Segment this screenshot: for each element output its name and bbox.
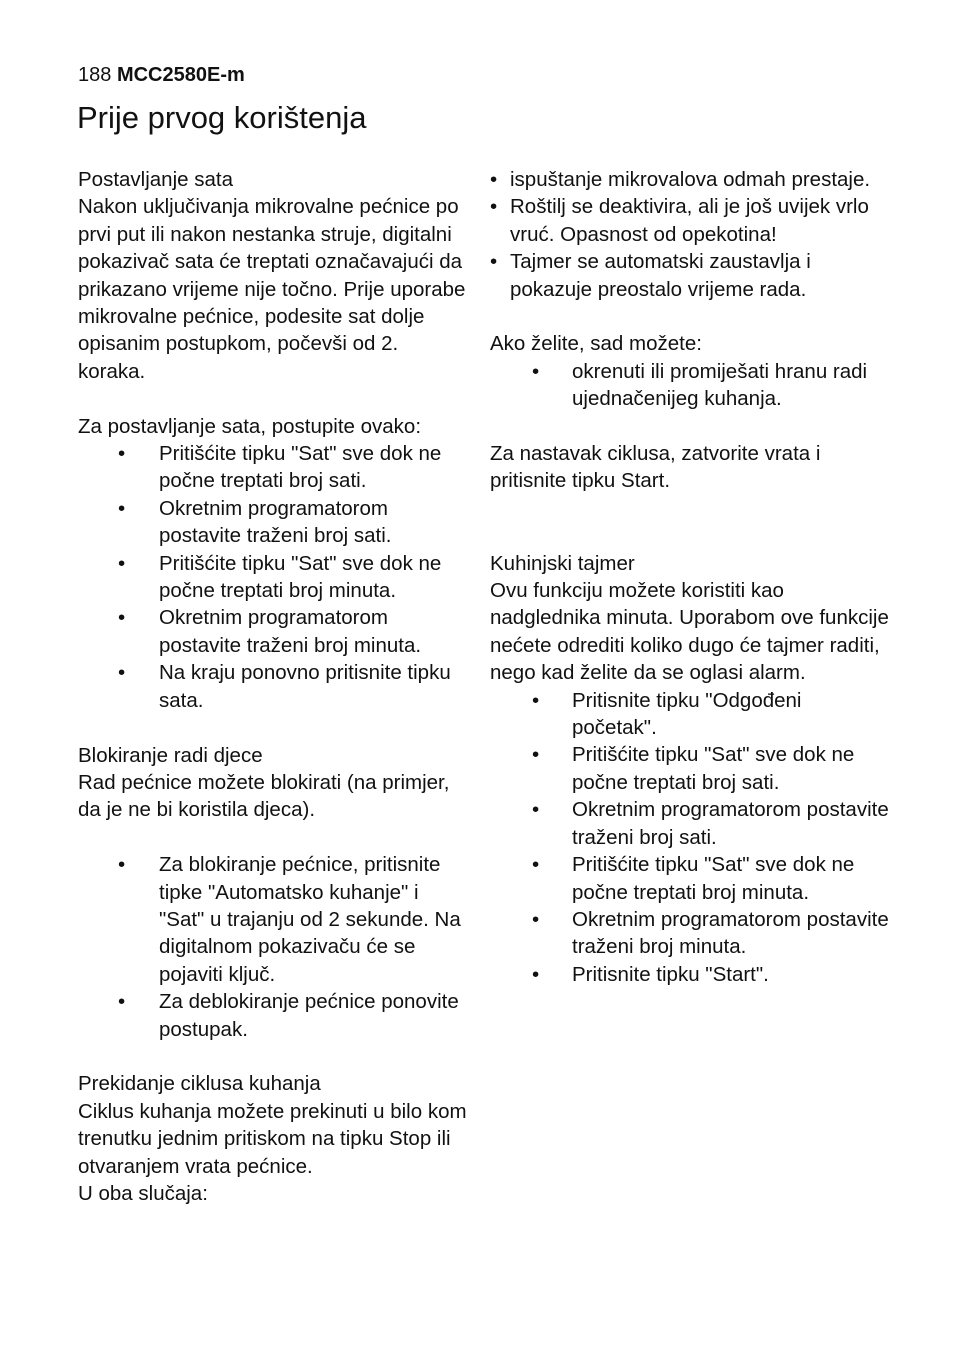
list-item: • Tajmer se automatski zaustavlja i pokazuje preostalo vrijeme rada.: [490, 250, 811, 301]
list-item: • Pritisnite tipku "Odgođeni početak".: [532, 688, 802, 740]
bullet-icon: •: [118, 496, 126, 520]
list-item: • Pritišćite tipku "Sat" sve dok ne počne treptati broj minuta.: [118, 551, 442, 603]
timer-steps: [490, 687, 890, 988]
clock-intro: Za postavljanje sata, postupite ovako:: [78, 414, 422, 438]
if-you-want: Ako želite, sad možete:: [490, 332, 702, 356]
bullet-icon: •: [118, 606, 126, 630]
list-item: • Pritišćite tipku "Sat" sve dok ne počne treptati broj sati.: [118, 442, 442, 493]
section-heading-clock: Postavljanje sata: [78, 168, 233, 191]
bullet-icon: •: [118, 442, 126, 466]
bullet-icon: •: [532, 688, 540, 712]
timer-description: Ovu funkciju možete koristiti kao nadglednika minuta. Uporabom ove funkcije nećete odrediti koliko dugo će tajmer raditi, nego kad želite da se oglasi alarm.: [490, 579, 889, 685]
bullet-icon: •: [490, 168, 498, 191]
bullet-icon: •: [532, 907, 540, 931]
section-heading-interrupt: Prekidanje ciklusa kuhanja: [78, 1072, 321, 1096]
list-item: • Na kraju ponovno pritisnite tipku sata.: [118, 661, 451, 712]
bullet-icon: •: [118, 661, 126, 685]
list-item: • Pritišćite tipku "Sat" sve dok ne počne treptati broj sati.: [532, 743, 855, 794]
childlock-description: Rad pećnice možete blokirati (na primjer, da je ne bi koristila djeca).: [78, 770, 450, 822]
bullet-icon: •: [118, 551, 126, 575]
stir-list: [490, 358, 890, 413]
list-item: • ispuštanje mikrovalova odmah prestaje.: [490, 166, 890, 193]
list-item: • Okretnim programatorom postavite traženi broj minuta.: [532, 907, 889, 959]
left-column: [78, 166, 468, 1207]
list-item: • Okretnim programatorom postavite traženi broj sati.: [532, 798, 889, 849]
list-item: • Pritisnite tipku "Start".: [490, 961, 890, 988]
page-number: 188: [78, 64, 112, 86]
right-column: [490, 166, 890, 988]
section-heading-childlock: Blokiranje radi djece: [78, 743, 263, 767]
page-title: Prije prvog korištenja: [77, 100, 367, 135]
clock-steps: [78, 440, 468, 714]
list-item: • okrenuti ili promiješati hranu radi ujednačenijeg kuhanja.: [532, 359, 868, 411]
bullet-icon: •: [118, 990, 126, 1014]
list-item: • Za blokiranje pećnice, pritisnite tipke "Automatsko kuhanje" i "Sat" u trajanju od 2 sekunde. Na digitalnom pokazivaču će se pojaviti ključ.: [118, 853, 461, 986]
bullet-icon: •: [118, 853, 126, 877]
list-item: • Okretnim programatorom postavite traženi broj sati.: [118, 496, 392, 548]
interrupt-both-cases: U oba slučaja:: [78, 1181, 208, 1205]
childlock-steps: [78, 851, 468, 1043]
bullet-icon: •: [532, 798, 540, 822]
bullet-icon: •: [490, 250, 498, 274]
bullet-icon: •: [532, 962, 540, 986]
interrupt-effects: [490, 166, 890, 303]
bullet-icon: •: [532, 359, 540, 383]
list-item: • Za deblokiranje pećnice ponovite postupak.: [118, 990, 459, 1041]
bullet-icon: •: [532, 853, 540, 877]
bullet-icon: •: [490, 195, 498, 219]
bullet-icon: •: [532, 743, 540, 767]
page-header: [78, 64, 245, 87]
list-item: • Okretnim programatorom postavite traženi broj minuta.: [118, 606, 422, 657]
model-name: MCC2580E-m: [116, 64, 245, 86]
section-heading-timer: Kuhinjski tajmer: [490, 551, 635, 575]
clock-description: Nakon uključivanja mikrovalne pećnice po prvi put ili nakon nestanka struje, digitalni pokazivač sata će treptati označavajući da prikazano vrijeme nije točno. Prije uporabe mikrovalne pećnice, podesite sat dolje opisanim postupkom, počevši od 2. koraka.: [78, 195, 466, 383]
continue-cycle: Za nastavak ciklusa, zatvorite vrata i pritisnite tipku Start.: [490, 442, 821, 493]
list-item: • Roštilj se deaktivira, ali je još uvijek vrlo vruć. Opasnost od opekotina!: [490, 195, 869, 246]
interrupt-description: Ciklus kuhanja možete prekinuti u bilo kom trenutku jednim pritiskom na tipku Stop ili otvaranjem vrata pećnice.: [78, 1099, 467, 1178]
list-item: • Pritišćite tipku "Sat" sve dok ne počne treptati broj minuta.: [532, 853, 855, 904]
